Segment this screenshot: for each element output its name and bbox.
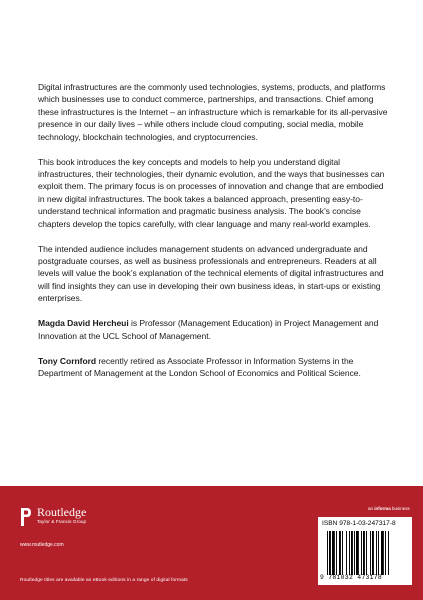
author-bio-text-1: is Professor (Management Education) in Project Management and Innovation at the UCL School of Management.: [38, 318, 379, 341]
informa-prefix: an: [368, 506, 375, 511]
routledge-logo-icon: [20, 507, 32, 527]
author-name-1: Magda David Hercheui: [38, 318, 129, 329]
barcode-icon: [327, 531, 409, 575]
publisher-website: www.routledge.com: [20, 542, 64, 548]
publisher-name: Routledge: [37, 505, 87, 519]
ebook-note: Routledge titles are available as eBook editions in a range of digital formats: [20, 578, 188, 583]
blurb-paragraph-1: Digital infrastructures are the commonly used technologies, systems, products, and platforms which businesses use to conduct commerce, partnerships, and transactions. Chief among these infrastructures is the Internet – an infrastructure which is remarkable for its all-pervasive presence in our daily lives – while others include cloud computing, social media, mobile technology, blockchain technologies, and cryptocurrencies.: [38, 82, 388, 142]
author-bio-2: [38, 355, 390, 380]
publisher-group: Taylor & Francis Group: [37, 519, 87, 524]
informa-suffix: business: [390, 506, 410, 511]
informa-tag: [368, 506, 410, 511]
informa-brand: informa: [374, 506, 391, 511]
back-cover-blurb: [38, 81, 390, 392]
barcode-digits: 9 781032 473178: [320, 574, 383, 581]
author-bio-text-2: recently retired as Associate Professor in Information Systems in the Department of Management at the London School of Economics and Political Science.: [38, 355, 361, 379]
publisher-logo: [20, 506, 86, 527]
author-bio-1: [38, 317, 390, 342]
isbn-barcode-box: [318, 517, 412, 585]
blurb-paragraph-2: This book introduces the key concepts and models to help you understand digital infrastructures, their technologies, their dynamic evolution, and the ways that businesses can exploit them. The primary focus is on processes of innovation and change that are embodied in new digital infrastructures. The book takes a balanced approach, presenting easy-to-understand technical information and pragmatic business analysis. The book’s concise chapters develop the topics carefully, with clear language and many real-world examples.: [38, 156, 385, 229]
author-name-2: Tony Cornford: [38, 355, 97, 366]
isbn-number: ISBN 978-1-03-247317-8: [322, 520, 396, 527]
blurb-paragraph-3: The intended audience includes management students on advanced undergraduate and postgraduate courses, as well as business professionals and entrepreneurs. Readers at all levels will value the book’s explanation of the technical elements of digital infrastructures and will find insights they can use in developing their own business ideas, in start-ups or existing enterprises.: [38, 243, 384, 304]
publisher-footer: [0, 486, 423, 600]
